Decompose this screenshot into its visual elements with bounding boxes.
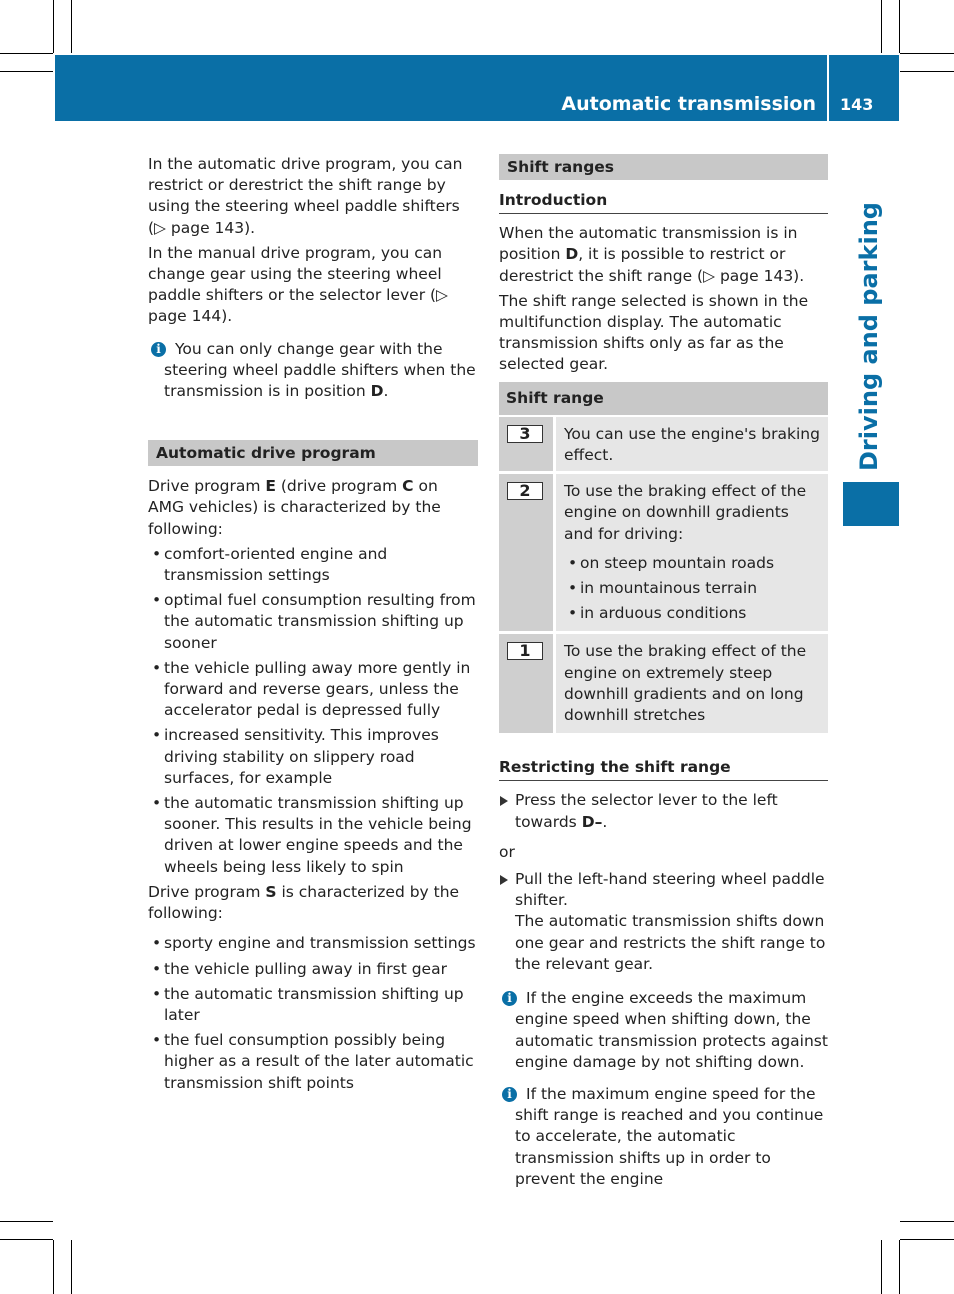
gear-symbol: 2 bbox=[507, 482, 543, 500]
left-column bbox=[148, 154, 478, 1094]
header-divider bbox=[827, 55, 829, 121]
crop-mark bbox=[0, 1221, 53, 1222]
crop-mark bbox=[881, 0, 882, 53]
table-row bbox=[499, 633, 828, 735]
s-bullet-list bbox=[148, 933, 478, 1093]
list-item: • comfort-oriented engine and transmission settings bbox=[148, 544, 478, 586]
drive-program-s bbox=[148, 882, 478, 924]
info-bold: D bbox=[370, 382, 384, 401]
crop-mark bbox=[53, 0, 54, 53]
program-letter: C bbox=[402, 477, 414, 496]
text: is characterized by the following: bbox=[148, 882, 460, 923]
text: Drive program bbox=[148, 477, 266, 496]
table-row bbox=[499, 416, 828, 473]
instruction-step: Press the selector lever to the left towards D–. bbox=[499, 790, 828, 832]
gear-label: D– bbox=[581, 812, 603, 831]
crop-mark bbox=[899, 1240, 900, 1294]
crop-mark bbox=[900, 1221, 954, 1222]
crop-mark bbox=[0, 1239, 53, 1240]
info-icon: i bbox=[502, 991, 517, 1006]
description-cell: You can use the engine's braking effect. bbox=[555, 416, 829, 473]
description-cell bbox=[555, 473, 829, 633]
info-note: i You can only change gear with the steering wheel paddle shifters when the transmission is in position D. bbox=[148, 339, 478, 403]
intro-paragraph: In the manual drive program, you can change gear using the steering wheel paddle shifters or the selector lever (▷ page 144). bbox=[148, 243, 448, 326]
list-item: • on steep mountain roads bbox=[564, 553, 820, 574]
info-text: If the maximum engine speed for the shift range is reached and you continue to accelerate, the automatic transmission shifts up in order to prevent the engine bbox=[515, 1084, 824, 1188]
description-cell: To use the braking effect of the engine on extremely steep downhill gradients and on long downhill stretches bbox=[555, 633, 829, 735]
arrow-right-icon bbox=[500, 796, 508, 806]
drive-program-e bbox=[148, 476, 478, 540]
crop-mark bbox=[899, 0, 900, 53]
subsection-title: Introduction bbox=[499, 190, 828, 214]
or-text: or bbox=[499, 842, 515, 861]
row-text: To use the braking effect of the engine on downhill gradients and for driving: bbox=[564, 482, 807, 543]
e-bullet-list bbox=[148, 544, 478, 878]
gear-cell bbox=[499, 416, 555, 473]
chapter-title: Automatic transmission bbox=[561, 93, 816, 115]
right-column bbox=[499, 154, 828, 1190]
info-note bbox=[499, 1084, 828, 1190]
list-item: • the fuel consumption possibly being higher as a result of the later automatic transmission shift points bbox=[148, 1030, 478, 1094]
text: (drive program bbox=[275, 477, 403, 496]
step-text: Press the selector lever to the left towards bbox=[515, 791, 778, 831]
crop-mark bbox=[900, 1239, 954, 1240]
step-result: The automatic transmission shifts down one gear and restricts the shift range to the relevant gear. bbox=[515, 912, 826, 973]
shift-range-table bbox=[499, 382, 828, 737]
page-number: 143 bbox=[840, 95, 874, 114]
list-item: • in arduous conditions bbox=[564, 603, 820, 624]
section-title: Shift ranges bbox=[499, 154, 828, 180]
info-icon: i bbox=[502, 1087, 517, 1102]
crop-mark bbox=[900, 53, 954, 54]
instruction-step bbox=[499, 869, 828, 975]
crop-mark bbox=[71, 1240, 72, 1294]
info-icon: i bbox=[151, 342, 166, 357]
program-letter: S bbox=[265, 882, 277, 901]
info-text: If the engine exceeds the maximum engine speed when shifting down, the automatic transmission protects against engine damage by not shifting down. bbox=[515, 989, 828, 1071]
side-tab-label: Driving and parking bbox=[855, 202, 883, 471]
list-item: • the vehicle pulling away in first gear bbox=[148, 959, 478, 980]
info-note bbox=[499, 988, 828, 1073]
list-item: • the vehicle pulling away more gently in forward and reverse gears, unless the accelerator pedal is depressed fully bbox=[148, 658, 478, 722]
gear-symbol: 1 bbox=[507, 642, 543, 660]
crop-mark bbox=[53, 1240, 54, 1294]
gear-letter: D bbox=[565, 245, 579, 264]
crop-mark bbox=[71, 0, 72, 53]
list-item: • increased sensitivity. This improves driving stability on slippery road surfaces, for example bbox=[148, 725, 478, 789]
side-tab-marker bbox=[843, 482, 899, 526]
crop-mark bbox=[900, 71, 954, 72]
arrow-right-icon bbox=[500, 875, 508, 885]
intro-paragraph: The shift range selected is shown in the multifunction display. The automatic transmission shifts only as far as the selected gear. bbox=[499, 291, 809, 374]
info-text: You can only change gear with the steering wheel paddle shifters when the transmission is in position bbox=[164, 339, 476, 401]
text: Drive program bbox=[148, 882, 266, 901]
page-header bbox=[55, 55, 899, 121]
program-letter: E bbox=[265, 477, 276, 496]
subsection-title: Restricting the shift range bbox=[499, 757, 828, 781]
text: on AMG vehicles) is characterized by the following: bbox=[148, 477, 441, 538]
list-item: • in mountainous terrain bbox=[564, 578, 820, 599]
gear-cell bbox=[499, 473, 555, 633]
text: , it is possible to restrict or derestrict the shift range (▷ page 143). bbox=[499, 245, 805, 285]
list-item: • the automatic transmission shifting up later bbox=[148, 984, 478, 1026]
text: When the automatic transmission is in position bbox=[499, 224, 798, 264]
gear-cell bbox=[499, 633, 555, 735]
list-item: • the automatic transmission shifting up sooner. This results in the vehicle being driven at lower engine speeds and the wheels being less likely to spin bbox=[148, 793, 478, 878]
intro-paragraph bbox=[499, 223, 828, 287]
step-text: Pull the left-hand steering wheel paddle shifter. bbox=[515, 870, 825, 910]
table-row bbox=[499, 473, 828, 633]
crop-mark bbox=[0, 53, 53, 54]
crop-mark bbox=[0, 71, 53, 72]
table-header-row bbox=[499, 382, 828, 416]
list-item: • sporty engine and transmission settings bbox=[148, 933, 478, 954]
gear-symbol: 3 bbox=[507, 425, 543, 443]
crop-mark bbox=[881, 1240, 882, 1294]
list-item: • optimal fuel consumption resulting from the automatic transmission shifting up sooner bbox=[148, 590, 478, 654]
section-title: Automatic drive program bbox=[148, 440, 478, 466]
intro-paragraph: In the automatic drive program, you can restrict or derestrict the shift range by using the steering wheel paddle shifters (▷ page 143). bbox=[148, 155, 463, 237]
table-header: Shift range bbox=[499, 382, 828, 416]
